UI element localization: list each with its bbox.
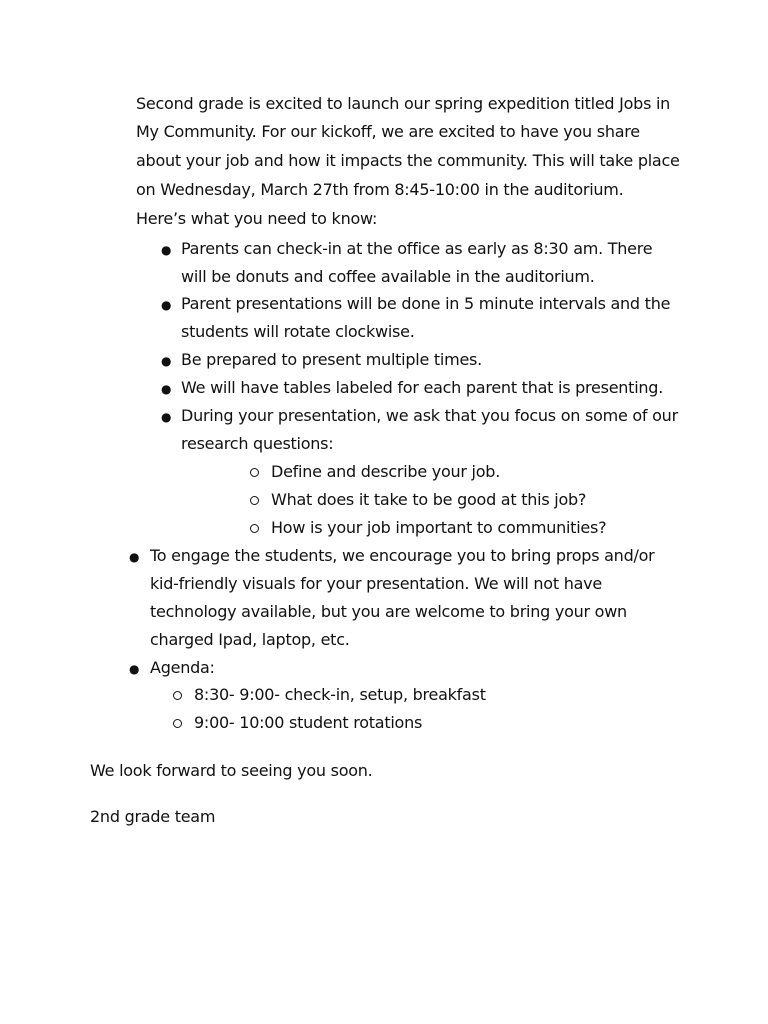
list-item: Parents can check-in at the office as early as 8:30 am. There <box>181 239 653 258</box>
bullet-icon: ● <box>161 298 172 312</box>
bullet-icon: ● <box>161 382 172 396</box>
list-item: charged Ipad, laptop, etc. <box>150 630 350 649</box>
list-item: research questions: <box>181 434 334 453</box>
circle-bullet-icon <box>173 719 182 728</box>
agenda-label: Agenda: <box>150 658 215 677</box>
agenda-item: 9:00- 10:00 student rotations <box>194 713 423 732</box>
intro-line: My Community. For our kickoff, we are excited to have you share <box>136 122 640 141</box>
intro-line: about your job and how it impacts the community. This will take place <box>136 151 680 170</box>
question-item: What does it take to be good at this job? <box>271 490 587 509</box>
circle-bullet-icon <box>250 524 259 533</box>
list-item: Parent presentations will be done in 5 minute intervals and the <box>181 294 671 313</box>
list-item: We will have tables labeled for each parent that is presenting. <box>181 378 664 397</box>
circle-bullet-icon <box>250 468 259 477</box>
question-item: How is your job important to communities? <box>271 518 607 537</box>
list-item: technology available, but you are welcome to bring your own <box>150 602 627 621</box>
list-item: kid-friendly visuals for your presentation. We will not have <box>150 574 602 593</box>
list-item: Be prepared to present multiple times. <box>181 350 482 369</box>
intro-line: Here’s what you need to know: <box>136 209 378 228</box>
question-item: Define and describe your job. <box>271 462 501 481</box>
circle-bullet-icon <box>250 496 259 505</box>
closing-text: We look forward to seeing you soon. <box>90 761 373 780</box>
list-item: will be donuts and coffee available in the auditorium. <box>181 267 595 286</box>
intro-line: on Wednesday, March 27th from 8:45-10:00 in the auditorium. <box>136 180 624 199</box>
bullet-icon: ● <box>161 410 172 424</box>
agenda-item: 8:30- 9:00- check-in, setup, breakfast <box>194 685 486 704</box>
signature: 2nd grade team <box>90 807 216 826</box>
bullet-icon: ● <box>161 243 172 257</box>
bullet-icon: ● <box>161 354 172 368</box>
bullet-icon: ● <box>129 662 140 676</box>
list-item: students will rotate clockwise. <box>181 322 415 341</box>
circle-bullet-icon <box>173 691 182 700</box>
list-item: To engage the students, we encourage you to bring props and/or <box>150 546 655 565</box>
bullet-icon: ● <box>129 550 140 564</box>
list-item: During your presentation, we ask that you focus on some of our <box>181 406 678 425</box>
intro-line: Second grade is excited to launch our spring expedition titled Jobs in <box>136 94 671 113</box>
